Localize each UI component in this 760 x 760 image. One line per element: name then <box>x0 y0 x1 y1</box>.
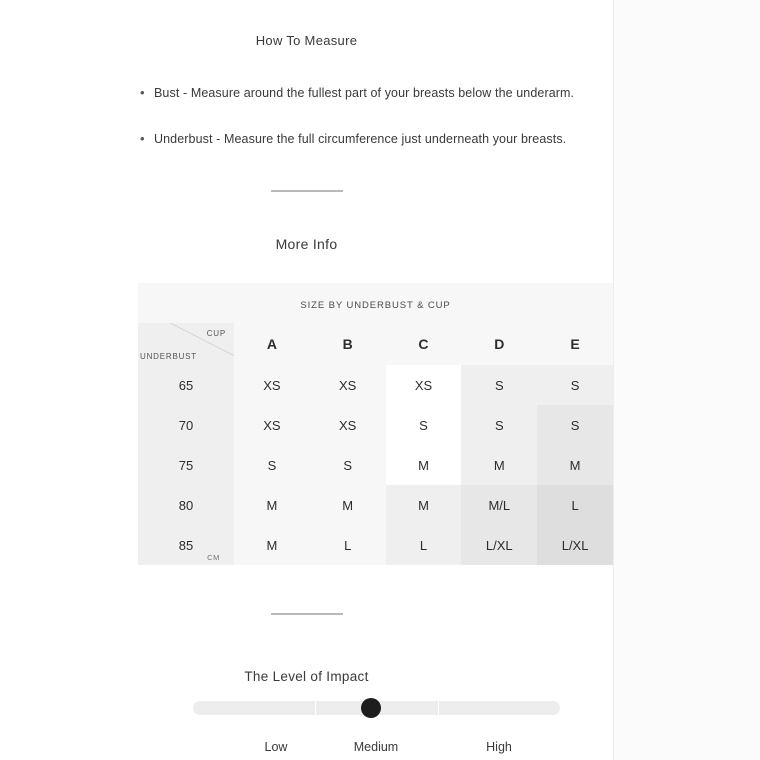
size-chart-table <box>138 323 613 565</box>
size-cell: XS <box>234 365 310 405</box>
size-cell: S <box>386 405 462 445</box>
section-divider <box>0 179 613 197</box>
size-cell: S <box>537 365 613 405</box>
slider-label-low[interactable]: Low <box>264 740 288 754</box>
impact-level-slider[interactable] <box>193 698 560 718</box>
row-header-value: 85 <box>178 537 194 553</box>
table-row <box>138 485 613 525</box>
size-cell: S <box>310 445 386 485</box>
page-right-panel-edge <box>613 0 760 760</box>
bullet-icon: • <box>140 131 145 146</box>
how-to-measure-bullet-list <box>0 84 613 176</box>
column-header-cup: E <box>570 336 580 352</box>
size-cell: M <box>461 445 537 485</box>
size-cell: M <box>386 445 462 485</box>
size-chart-caption: SIZE BY UNDERBUST & CUP <box>300 300 451 311</box>
list-item <box>0 130 613 148</box>
list-item <box>0 84 613 102</box>
size-cell: S <box>234 445 310 485</box>
bullet-text: Bust - Measure around the fullest part of your breasts below the underarm. <box>154 86 575 100</box>
slider-label-high[interactable]: High <box>486 740 512 754</box>
more-info-title: More Info <box>275 236 338 252</box>
size-cell: L/XL <box>461 525 537 565</box>
bullet-icon: • <box>140 85 145 100</box>
slider-label-medium[interactable]: Medium <box>353 740 399 754</box>
column-header-cup: A <box>266 336 277 352</box>
column-header-cup: B <box>342 336 353 352</box>
size-cell: S <box>461 365 537 405</box>
size-cell: L <box>537 485 613 525</box>
slider-tick <box>315 701 316 715</box>
table-row <box>138 405 613 445</box>
row-header-underbust: 70 <box>138 405 234 445</box>
cup-axis-label: CUP <box>206 329 226 338</box>
table-row <box>138 445 613 485</box>
row-header-underbust: 80 <box>138 485 234 525</box>
size-cell: M <box>234 525 310 565</box>
bullet-text: Underbust - Measure the full circumference just underneath your breasts. <box>154 132 567 146</box>
size-cell: L <box>310 525 386 565</box>
size-cell: S <box>461 405 537 445</box>
unit-label: CM <box>207 553 220 562</box>
column-header-cup: C <box>418 336 429 352</box>
underbust-axis-label: UNDERBUST <box>140 352 197 361</box>
size-cell: L/XL <box>537 525 613 565</box>
section-divider <box>0 602 613 620</box>
slider-knob[interactable] <box>361 698 381 718</box>
size-chart-header <box>138 323 613 365</box>
table-row <box>138 525 613 565</box>
size-cell: M <box>310 485 386 525</box>
size-chart-body <box>138 365 613 565</box>
row-header-underbust <box>138 525 234 565</box>
size-cell: M <box>386 485 462 525</box>
size-cell: XS <box>386 365 462 405</box>
size-cell: M <box>234 485 310 525</box>
size-cell: XS <box>310 365 386 405</box>
size-chart <box>138 283 613 565</box>
column-header-cup: D <box>494 336 505 352</box>
impact-level-title: The Level of Impact <box>244 669 369 684</box>
size-cell: M/L <box>461 485 537 525</box>
size-cell: XS <box>234 405 310 445</box>
table-row <box>138 365 613 405</box>
how-to-measure-title: How To Measure <box>255 33 358 48</box>
table-header-row <box>138 323 613 365</box>
size-cell: M <box>537 445 613 485</box>
impact-level-labels <box>193 740 560 758</box>
size-cell: L <box>386 525 462 565</box>
row-header-underbust: 75 <box>138 445 234 485</box>
size-cell: S <box>537 405 613 445</box>
slider-tick <box>438 701 439 715</box>
size-cell: XS <box>310 405 386 445</box>
row-header-underbust: 65 <box>138 365 234 405</box>
table-corner-cell <box>138 323 234 365</box>
